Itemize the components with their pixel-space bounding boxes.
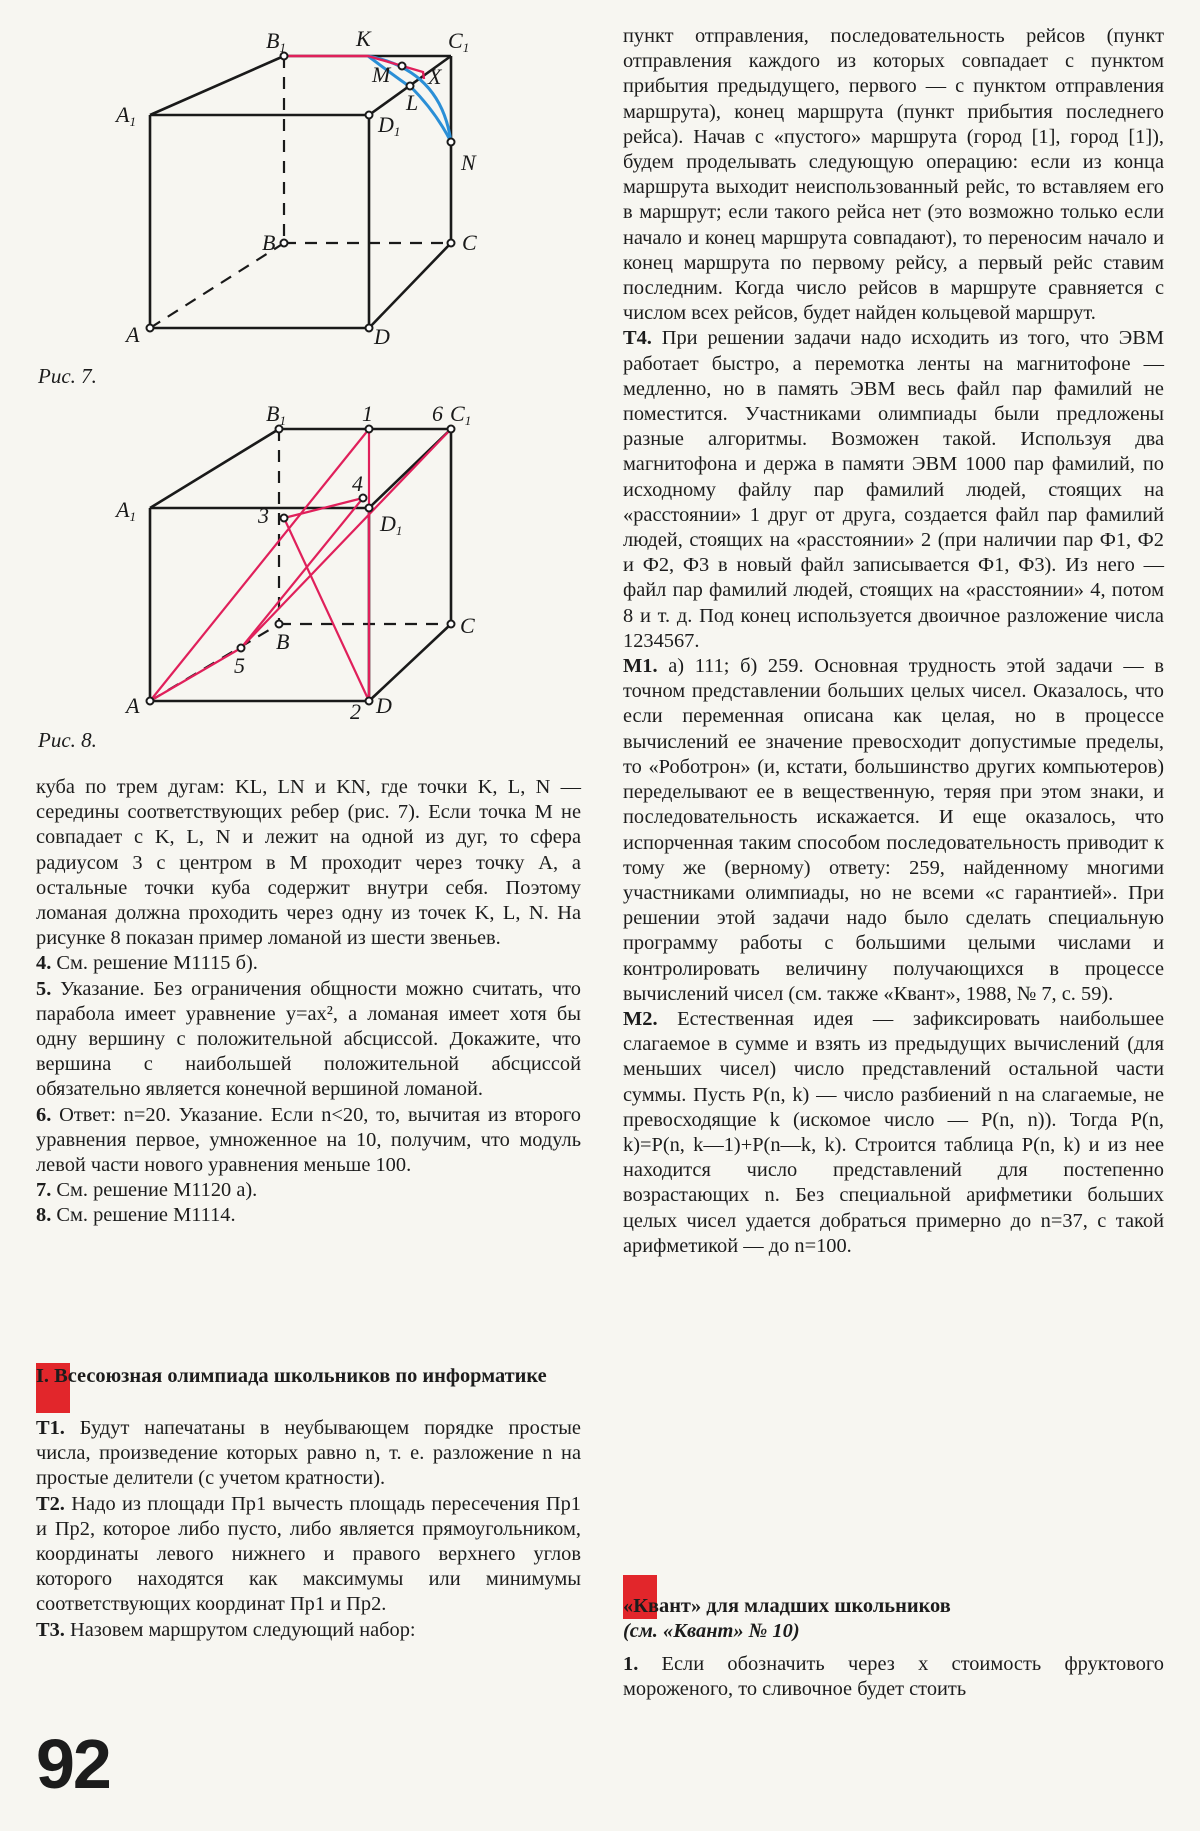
label-m: M [372, 62, 391, 87]
label-b: B [276, 629, 290, 654]
label-b: B [262, 230, 276, 255]
list-item: T4. При решении задачи надо исходить из того, что ЭВМ работает быстро, а перемотка ленты на магнитофоне — медленно, но в память ЭВМ весь файл пар фамилий не поместится. Участниками олимпиады были предложены разные алгоритмы. Возможен такой. Используя два магнитофона и держа в памяти ЭВМ 1000 пар фамилий, по исходному файлу пар фамилий людей, стоящих на «расстоянии» 1 друг от друга, создается файл пар фамилий людей, стоящих на «расстоянии» 2 (при наличии пар Ф1, Ф2 и Ф2, Ф3 в новый файл записывается Ф1, Ф3). Из него — файл пар фамилий людей, стоящих на «расстоянии» 4, потом 8 и т. д. Под конец используется двоичное разложение числа 1234567. [623, 327, 1164, 652]
figure-7 [106, 22, 536, 352]
label-a: A [126, 693, 140, 718]
section-2-body [623, 1652, 1164, 1702]
list-item: M1. а) 111; б) 259. Основная трудность этой задачи — в точном представлении больших целых чисел. Оказалось, что если переменная описана как целая, но в процессе вычислений ее значение превосходит допустимые пределы, то «Роботрон» (и, кстати, большинство других компьютеров) переделывают ее в вещественную, теряя при этом знаки, и последовательность искажается. И еще оказалось, что испорченная таким способом последовательность приводит к тому же (верному) ответу: 259, найденному многими участниками олимпиады, но не всеми «с гарантией». При решении этой задачи надо было сделать специальную программу работы с большими целыми числами и контролировать величину получающихся в процессе вычислений чисел (см. также «Квант», 1988, № 7, с. 59). [623, 655, 1164, 1005]
label-c1: C1 [448, 28, 470, 55]
label-d: D [376, 693, 392, 718]
list-item: T3. Назовем маршрутом следующий набор: [36, 1618, 416, 1641]
figure-8-caption: Рис. 8. [38, 728, 97, 752]
list-item: T2. Надо из площади Пр1 вычесть площадь пересечения Пр1 и Пр2, которое либо пусто, либо является прямоугольником, координаты левого нижнего и правого верхнего углов которого находятся как максимумы или минимумы соответствующих координат Пр1 и Пр2. [36, 1492, 581, 1616]
list-item: 7. См. решение М1120 а). [36, 1179, 258, 1202]
left-text-block [36, 775, 581, 1229]
paragraph: пункт отправления, последовательность рейсов (пункт отправления каждого из которых совпадает с пунктом прибытия предыдущего, первого — с пунктом отправления маршрута), конец маршрута (пункт прибытия последнего рейса). Начав с «пустого» маршрута (город [1], город [1]), будем проделывать следующую операцию: если из конца маршрута выходит неиспользованный рейс, то вставляем его в маршрут; если такого рейса нет (это возможно только если начало и конец маршрута совпадают), то переносим начало и конец маршрута по первому рейсу, а первый рейс ставим последним. Когда число рейсов в маршруте сравняется с числом всех рейсов, будет найден кольцевой маршрут. [623, 25, 1164, 325]
polyline-8 [150, 429, 451, 701]
section-1-title: I. Всесоюзная олимпиада школьников по информатике [36, 1365, 547, 1387]
label-l: L [406, 90, 419, 115]
label-a1: A1 [116, 102, 136, 129]
label-c: C [460, 613, 475, 638]
page-number: 92 [36, 1725, 110, 1803]
label-a: A [126, 322, 140, 347]
label-5: 5 [234, 653, 245, 678]
list-item: M2. Естественная идея — зафиксировать наибольшее слагаемое в сумме и взять из предыдущих вычислений (для меньших чисел) число представлений остальной части суммы. Пусть P(n, k) — число разбиений n на слагаемые, не превосходящие k (искомое число — P(n, n)). Тогда P(n, k)=P(n, k—1)+P(n—k, k). Строится таблица P(n, k) и из нее находится число представлений для постепенно возрастающих n. Без специальной арифметики больших целых чисел удается добраться примерно до n=37, с такой арифметикой — до n=100. [623, 1007, 1165, 1257]
paragraph: куба по трем дугам: KL, LN и KN, где точки K, L, N — середины соответствующих ребер (рис. 7). Если точка M не совпадает с K, L, N и лежит на одной из дуг, то сфера радиусом 3 с центром в M проходит через точку A, а остальные точки куба содержит внутри себя. Поэтому ломаная должна проходить через одну из точек K, L, N. На рисунке 8 показан пример ломаной из шести звеньев. [36, 776, 581, 950]
label-d1: D1 [378, 112, 401, 139]
section-2-title: «Квант» для младших школьников [623, 1595, 951, 1617]
list-item: 5. Указание. Без ограничения общности можно считать, что парабола имеет уравнение y=ax², а ломаная имеет хотя бы одну вершину с положительной абсциссой. Докажите, что вершина с наибольшей положительной абсциссой обязательно является конечной вершиной ломаной. [36, 977, 581, 1101]
label-4: 4 [352, 471, 363, 496]
label-d1: D1 [380, 511, 403, 538]
list-item: 4. См. решение М1115 б). [36, 952, 258, 975]
list-item: 8. См. решение М1114. [36, 1204, 236, 1227]
label-2: 2 [350, 699, 361, 724]
list-item: T1. Будут напечатаны в неубывающем порядке простые числа, произведение которых равно n, т. е. разложение n на простые делители (с учетом кратности). [36, 1417, 581, 1490]
section-2-subtitle: (см. «Квант» № 10) [623, 1620, 800, 1642]
label-k: K [356, 26, 371, 51]
section-1-body [36, 1416, 581, 1643]
figure-7-caption: Рис. 7. [38, 364, 97, 388]
right-text-block [623, 24, 1164, 1259]
label-c1: C1 [450, 401, 472, 428]
label-b1: B1 [266, 401, 286, 428]
figure-8 [106, 395, 536, 725]
label-c: C [462, 230, 477, 255]
label-b1: B1 [266, 28, 286, 55]
list-item: 6. Ответ: n=20. Указание. Если n<20, то, вычитая из второго уравнения первое, умноженное на 10, получим, что модуль левой части нового уравнения меньше 100. [36, 1103, 581, 1177]
list-item: 1. Если обозначить через x стоимость фруктового мороженого, то сливочное будет стоить [623, 1653, 1164, 1701]
label-a1: A1 [116, 497, 136, 524]
label-3: 3 [258, 503, 269, 528]
label-x: X [428, 64, 442, 89]
label-d: D [374, 324, 390, 349]
label-n: N [461, 150, 476, 175]
label-1: 1 [362, 401, 373, 426]
label-6: 6 [432, 401, 443, 426]
